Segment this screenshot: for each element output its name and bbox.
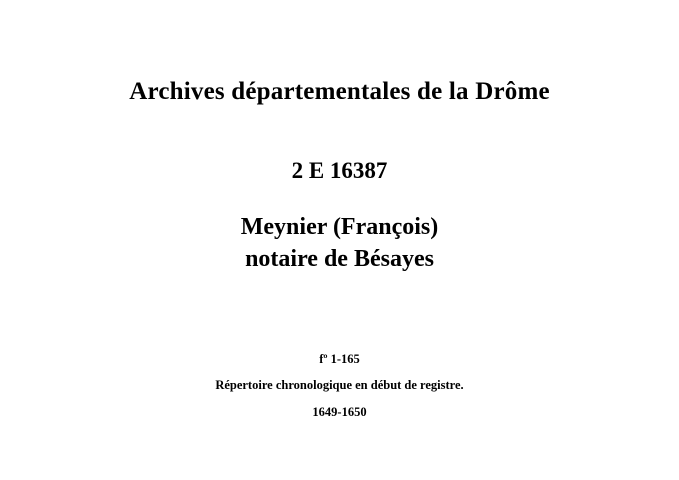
document-details [0, 346, 679, 425]
notary-name: Meynier (François) [240, 214, 439, 240]
archive-reference: 2 E 16387 [291, 158, 388, 183]
notary-block [0, 211, 679, 276]
folio-range: fº 1-165 [319, 352, 360, 366]
notary-role: notaire de Bésayes [245, 246, 434, 273]
institution-title: Archives départementales de la Drôme [129, 78, 550, 105]
document-note: Répertoire chronologique en début de registre. [215, 378, 464, 393]
date-range: 1649-1650 [312, 404, 367, 419]
